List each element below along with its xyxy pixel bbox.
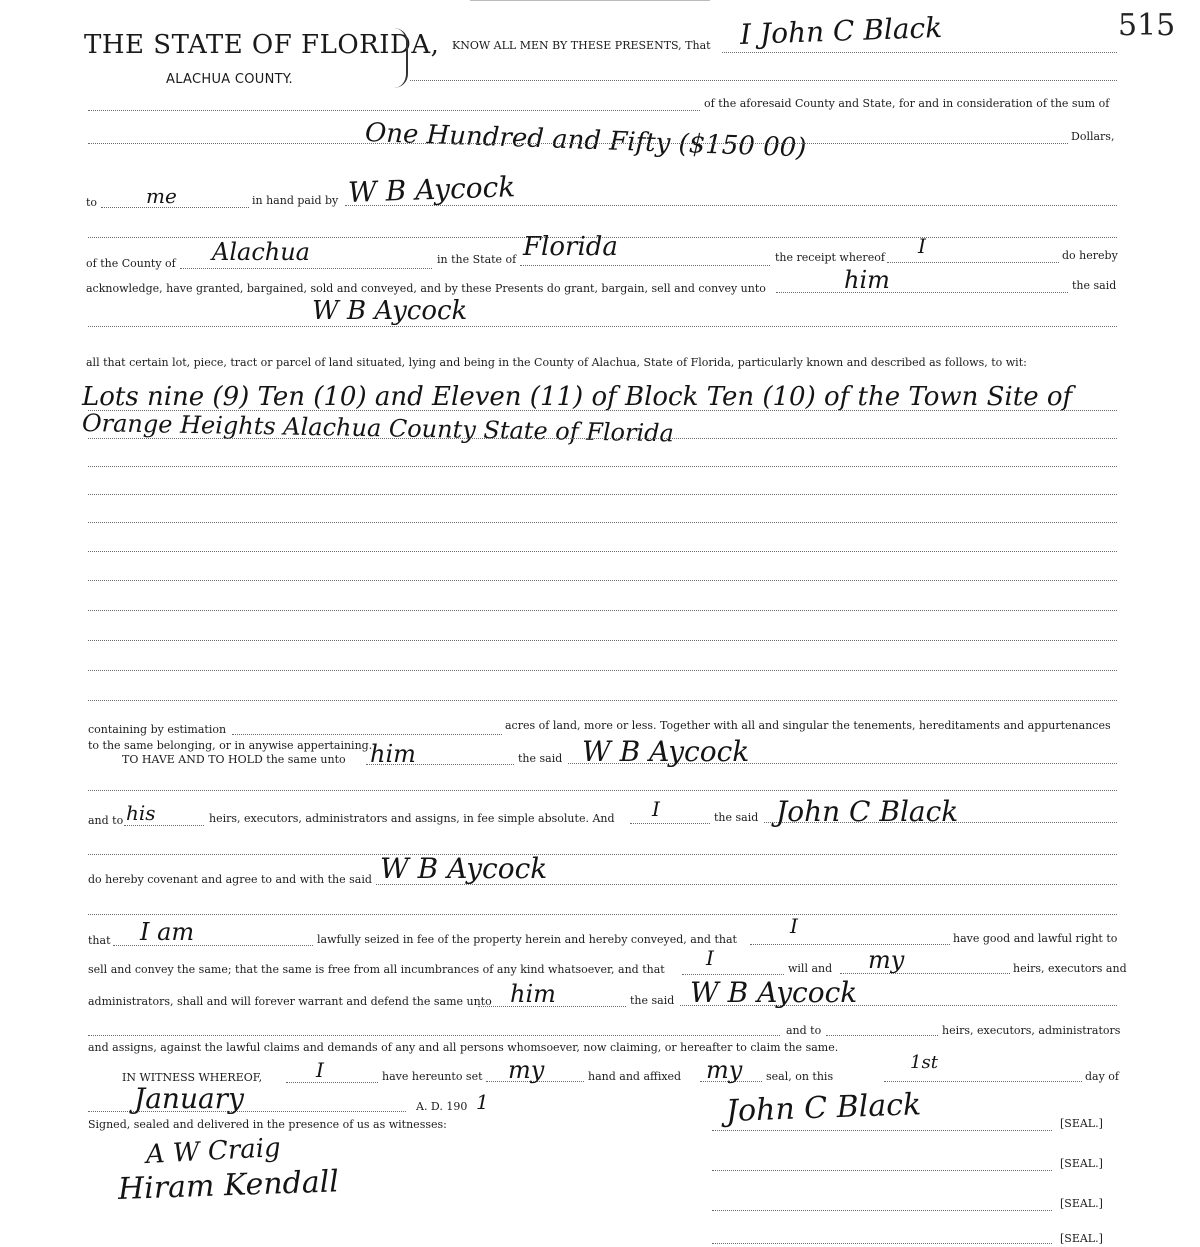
signature-line (712, 1130, 1052, 1131)
set-my-handwritten: my (508, 1056, 545, 1084)
and-to-his-handwritten: his (126, 801, 156, 825)
signature-line (712, 1170, 1052, 1171)
witness-2-signature: Hiram Kendall (117, 1164, 340, 1207)
dotted-line (88, 914, 1117, 915)
receipt-i-handwritten: I (918, 234, 926, 258)
dotted-line (840, 973, 1010, 974)
dotted-line (88, 551, 1117, 552)
heirs-exec-text: heirs, executors and (1013, 962, 1127, 975)
signed-sealed-text: Signed, sealed and delivered in the presence of us as witnesses: (88, 1118, 447, 1131)
dotted-line (88, 790, 1117, 791)
to-the-same-text: to the same belonging, or in anywise appertaining. (88, 739, 373, 752)
the-said-2-text: the said (518, 752, 563, 765)
lawfully-text: lawfully seized in fee of the property herein and hereby conveyed, and that (317, 933, 737, 946)
intro-text: KNOW ALL MEN BY THESE PRESENTS, That (452, 39, 711, 52)
dotted-line (88, 143, 1068, 144)
day-of-text: day of (1085, 1070, 1120, 1083)
the-said-4-text: the said (630, 994, 675, 1007)
have-hereunto-text: have hereunto set (382, 1070, 483, 1083)
in-witness-text: IN WITNESS WHEREOF, (122, 1071, 263, 1084)
the-said-name-handwritten: W B Aycock (312, 296, 468, 326)
and-to-2-text: and to (786, 1024, 822, 1037)
dotted-line (88, 438, 1117, 439)
in-hand-paid-text: in hand paid by (252, 194, 339, 207)
grantor-signature: John C Black (725, 1087, 922, 1129)
do-hereby-text: do hereby (1062, 249, 1118, 262)
dotted-line (410, 80, 1117, 81)
dotted-line (88, 466, 1117, 467)
hand-affixed-text: hand and affixed (588, 1070, 682, 1083)
paid-by-handwritten: W B Aycock (347, 170, 516, 209)
dotted-line (826, 1035, 938, 1036)
ad-text: A. D. 190 (416, 1100, 468, 1113)
dotted-line (88, 700, 1117, 701)
receipt-text: the receipt whereof (775, 251, 885, 264)
sell-convey-text: sell and convey the same; that the same is free from all incumbrances of any kind whatsoever, and that (88, 963, 665, 976)
dotted-line (88, 670, 1117, 671)
dotted-line (88, 1035, 780, 1036)
covenant-with-handwritten: W B Aycock (380, 852, 548, 885)
the-said-text: the said (1072, 279, 1117, 292)
signature-line (712, 1243, 1052, 1244)
signature-line (712, 1210, 1052, 1211)
dotted-line (88, 110, 700, 111)
header-brace (392, 28, 408, 88)
defend-said-handwritten: W B Aycock (690, 976, 858, 1009)
dotted-line (750, 944, 950, 945)
seal-label-3: [SEAL.] (1060, 1197, 1103, 1210)
heirs-fee-text: heirs, executors, administrators and assigns, in fee simple absolute. And (209, 812, 615, 825)
seal-label-2: [SEAL.] (1060, 1157, 1103, 1170)
affixed-my-handwritten: my (706, 1056, 743, 1084)
top-rule (470, 0, 710, 1)
and-i-handwritten: I (652, 797, 660, 821)
defend-unto-handwritten: him (510, 980, 556, 1008)
dollars-text: Dollars, (1071, 130, 1115, 143)
dotted-line (88, 580, 1117, 581)
to-have-text: TO HAVE AND TO HOLD the same unto (122, 753, 346, 766)
containing-text: containing by estimation (88, 723, 227, 736)
dotted-line (520, 265, 770, 266)
county-handwritten: Alachua (212, 238, 310, 266)
dotted-line (124, 825, 204, 826)
dotted-line (88, 640, 1117, 641)
day-handwritten: 1st (910, 1052, 938, 1073)
description-line-1: Lots nine (9) Ten (10) and Eleven (11) of Block Ten (10) of the Town Site of (82, 382, 1073, 412)
seal-label-4: [SEAL.] (1060, 1232, 1103, 1245)
dotted-line (630, 823, 710, 824)
description-line-2: Orange Heights Alachua County State of Florida (81, 409, 675, 448)
county-title: ALACHUA COUNTY. (166, 72, 293, 87)
dotted-line (88, 494, 1117, 495)
covenant-text: do hereby covenant and agree to and with the said (88, 873, 372, 886)
state-of-text: in the State of (437, 253, 517, 266)
dotted-line (776, 292, 1068, 293)
page-number: 515 (1118, 8, 1176, 43)
month-handwritten: January (134, 1082, 244, 1115)
to-text: to (86, 196, 98, 209)
seal-label-1: [SEAL.] (1060, 1117, 1103, 1130)
witness-1-signature: A W Craig (145, 1132, 282, 1170)
and-to-text: and to (88, 814, 124, 827)
seal-on-this-text: seal, on this (766, 1070, 834, 1083)
acres-text: acres of land, more or less. Together with all and singular the tenements, hereditaments and appurtenances (505, 719, 1111, 732)
year-digit-handwritten: 1 (476, 1090, 489, 1114)
the-said-3-text: the said (714, 811, 759, 824)
dotted-line (88, 854, 1117, 855)
dotted-line (887, 262, 1059, 263)
state-handwritten: Florida (523, 232, 618, 262)
grantor-name-handwritten: John C Black (776, 795, 959, 828)
and-assigns-text: and assigns, against the lawful claims and demands of any and all persons whomsoever, now claiming, or hereafter to claim the same. (88, 1041, 839, 1054)
hold-said-handwritten: W B Aycock (582, 735, 750, 768)
that-i-handwritten: I (790, 914, 798, 938)
administrators-text: administrators, shall and will forever warrant and defend the same unto (88, 995, 492, 1008)
that-text: that (88, 934, 111, 947)
have-good-text: have good and lawful right to (953, 932, 1118, 945)
dotted-line (88, 522, 1117, 523)
witness-i-handwritten: I (316, 1058, 324, 1082)
all-that-certain-text: all that certain lot, piece, tract or parcel of land situated, lying and being in the County of Alachua, State of Florida, particularly known and described as follows, to wit: (86, 356, 1027, 369)
dotted-line (286, 1082, 378, 1083)
unto-handwritten: him (844, 266, 890, 294)
that-i-will-handwritten: I (706, 946, 714, 970)
hold-unto-handwritten: him (370, 740, 416, 768)
dotted-line (722, 52, 1117, 53)
aforesaid-text: of the aforesaid County and State, for and in consideration of the sum of (704, 97, 1110, 110)
dotted-line (88, 326, 1117, 327)
dotted-line (88, 610, 1117, 611)
dotted-line (180, 268, 432, 269)
my-heirs-handwritten: my (868, 946, 905, 974)
will-and-text: will and (788, 962, 833, 975)
sum-handwritten: One Hundred and Fifty ($150 00) (364, 118, 807, 164)
heirs-exec-admin-text: heirs, executors, administrators (942, 1024, 1121, 1037)
grantor-intro-handwritten: I John C Black (739, 10, 943, 51)
to-me-handwritten: me (146, 184, 177, 208)
state-title: THE STATE OF FLORIDA, (84, 30, 440, 60)
dotted-line (884, 1081, 1082, 1082)
that-i-am-handwritten: I am (140, 918, 195, 946)
dotted-line (345, 205, 1117, 206)
dotted-line (682, 974, 784, 975)
dotted-line (232, 734, 502, 735)
acknowledge-text: acknowledge, have granted, bargained, sold and conveyed, and by these Presents do grant, bargain, sell and convey unto (86, 282, 766, 295)
county-of-text: of the County of (86, 257, 176, 270)
